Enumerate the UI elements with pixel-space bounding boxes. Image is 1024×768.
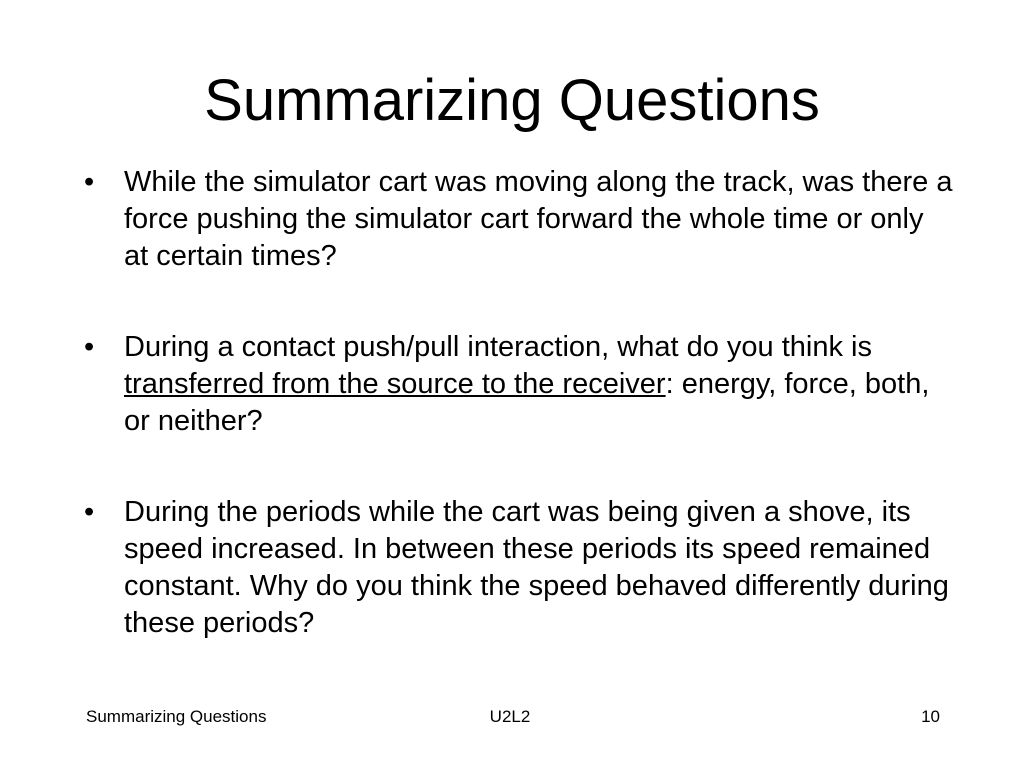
bullet-item-1 — [84, 164, 954, 275]
bullet-text-after: : energy, force, both, or neither? — [124, 368, 930, 437]
bullet-icon: • — [84, 331, 95, 363]
bullet-item-2 — [84, 329, 954, 440]
bullet-item-3 — [84, 494, 954, 642]
bullet-text: While the simulator cart was moving along the track, was there a force pushing the simulator cart forward the whole time or only at certain times? — [124, 166, 953, 272]
bullet-text-before: During a contact push/pull interaction, what do you think is — [124, 331, 872, 363]
slide-title: Summarizing Questions — [204, 68, 820, 133]
footer-title: Summarizing Questions — [86, 707, 267, 726]
bullet-text-underlined: transferred from the source to the receiver — [124, 368, 666, 400]
bullet-icon: • — [84, 166, 95, 198]
footer-lesson-code: U2L2 — [489, 707, 531, 726]
bullet-list — [84, 164, 954, 696]
bullet-text: During the periods while the cart was being given a shove, its speed increased. In between these periods its speed remained constant. Why do you think the speed behaved differently during these periods? — [124, 496, 949, 639]
footer-page-number: 10 — [921, 707, 940, 726]
bullet-icon: • — [84, 496, 95, 528]
